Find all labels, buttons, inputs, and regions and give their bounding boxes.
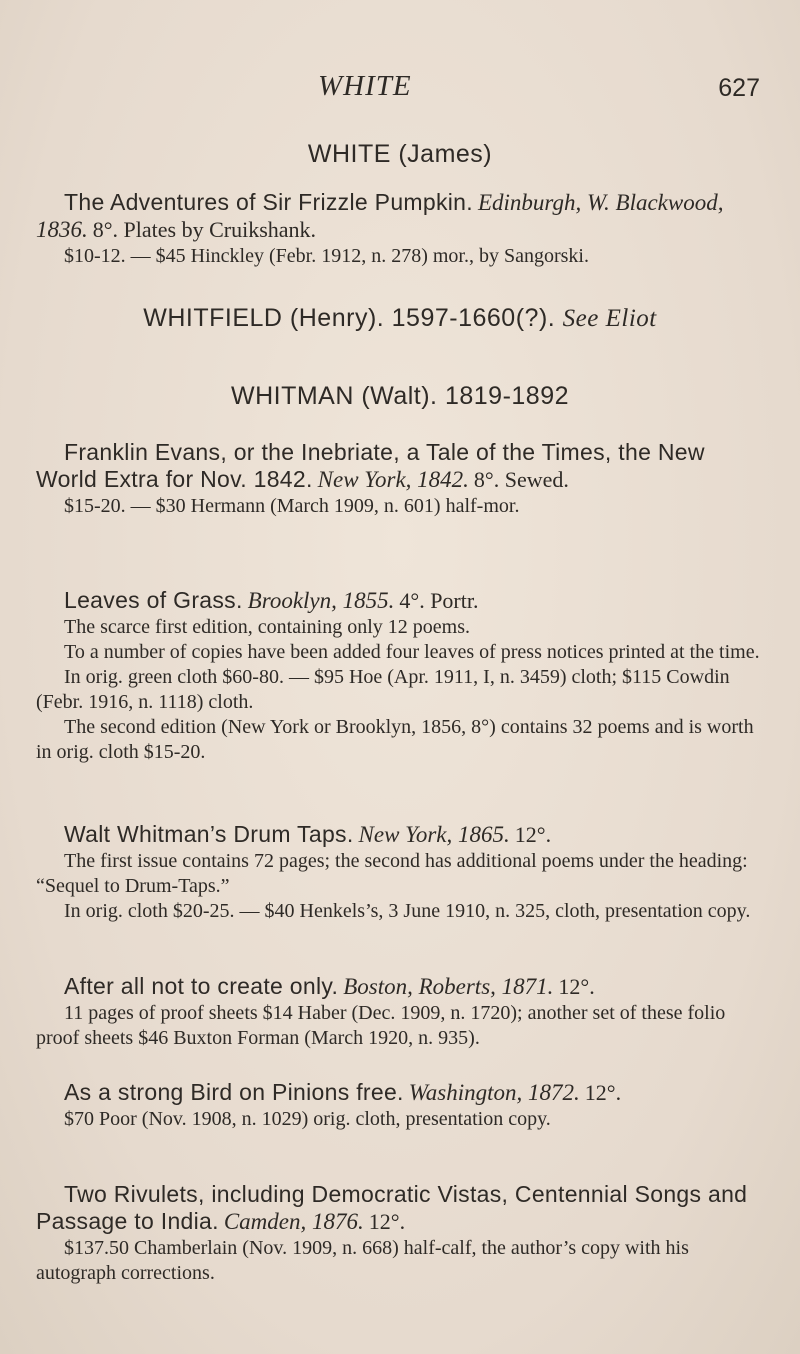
author-heading-white-james: WHITE (James) (307, 140, 493, 168)
entry-imprint: Brooklyn, 1855. (247, 588, 395, 613)
entry-title: Walt Whitman’s Drum Taps. (64, 821, 354, 847)
entry-drum-taps (36, 822, 764, 924)
entry-imprint: Boston, Roberts, 1871. (343, 974, 554, 999)
entry-after-all (36, 974, 764, 1051)
entry-note: In orig. cloth $20-25. — $40 Henkels’s, 3 June 1910, n. 325, cloth, presentation copy. (64, 900, 751, 922)
running-head-title: WHITE (318, 70, 412, 102)
author-heading-whitfield (0, 304, 800, 333)
entry-imprint: New York, 1865. (358, 822, 510, 847)
entry-note: To a number of copies have been added four leaves of press notices printed at the time. (64, 641, 760, 663)
entry-format: 12°. (368, 1209, 406, 1234)
entry-format: 12°. (514, 822, 552, 847)
entry-note: The first issue contains 72 pages; the second has additional poems under the heading: “Sequel to Drum-Taps.” (36, 850, 748, 897)
entry-imprint: Camden, 1876. (223, 1209, 364, 1234)
entry-imprint: Edinburgh, W. Blackwood, 1836. (36, 190, 724, 242)
entry-strong-bird (36, 1080, 764, 1132)
entry-format: 12°. (558, 974, 595, 999)
entry-note: 11 pages of proof sheets $14 Haber (Dec. 1909, n. 1720); another set of these folio proof sheets $46 Buxton Forman (March 1920, n. 935). (36, 1002, 726, 1049)
page-number: 627 (718, 74, 760, 102)
entry-title: Franklin Evans, or the Inebriate, a Tale of the Times, the New World Extra for Nov. 1842. (36, 439, 705, 492)
cross-reference: See Eliot (562, 305, 657, 332)
entry-format: 4°. Portr. (399, 588, 479, 613)
entry-adventures-sir-frizzle (36, 190, 764, 269)
entry-imprint: Washington, 1872. (408, 1080, 580, 1105)
author-heading-whitman: WHITMAN (Walt). 1819-1892 (230, 382, 570, 410)
entry-title: The Adventures of Sir Frizzle Pumpkin. (64, 189, 473, 215)
entry-note: $137.50 Chamberlain (Nov. 1909, n. 668) half-calf, the author’s copy with his autograph corrections. (36, 1237, 689, 1284)
entry-imprint: New York, 1842. (317, 467, 469, 492)
entry-title: Leaves of Grass. (64, 587, 243, 613)
entry-title: As a strong Bird on Pinions free. (64, 1079, 404, 1105)
entry-format: 8°. Plates by Cruikshank. (92, 217, 317, 242)
entry-franklin-evans (36, 440, 764, 519)
entry-note: $10-12. — $45 Hinckley (Febr. 1912, n. 278) mor., by Sangorski. (64, 245, 589, 267)
entry-two-rivulets (36, 1182, 764, 1286)
running-head (0, 70, 800, 110)
entry-note: $15-20. — $30 Hermann (March 1909, n. 601) half-mor. (64, 495, 520, 517)
entry-title: Two Rivulets, including Democratic Vistas, Centennial Songs and Passage to India. (36, 1181, 748, 1234)
entry-format: 12°. (584, 1080, 622, 1105)
author-heading-text: WHITFIELD (Henry). 1597-1660(?). (143, 304, 556, 332)
entry-note: The scarce first edition, containing only 12 poems. (64, 616, 471, 638)
entry-note: $70 Poor (Nov. 1908, n. 1029) orig. cloth, presentation copy. (64, 1108, 551, 1130)
entry-format: 8°. Sewed. (473, 467, 569, 492)
entry-title: After all not to create only. (64, 973, 339, 999)
entry-leaves-of-grass (36, 588, 764, 765)
entry-note: In orig. green cloth $60-80. — $95 Hoe (Apr. 1911, I, n. 3459) cloth; $115 Cowdin (Febr. 1916, n. 1118) cloth. (36, 666, 730, 713)
entry-note: The second edition (New York or Brooklyn, 1856, 8°) contains 32 poems and is worth in orig. cloth $15-20. (36, 716, 754, 763)
